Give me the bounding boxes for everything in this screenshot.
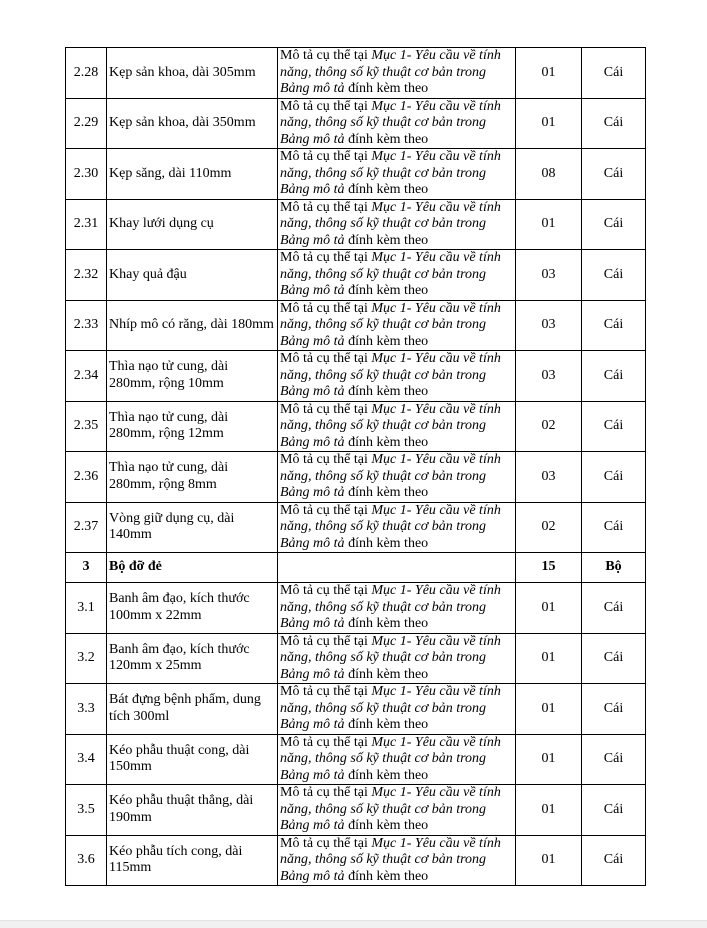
item-name: Thìa nạo tử cung, dài 280mm, rộng 10mm [107,351,278,402]
description-reference: Mục 1- Yêu cầu về tính năng, thông số kỹ thuật cơ bản trong Bảng mô tả [280,452,501,500]
description-tail: đính kèm theo [344,818,429,833]
item-name: Kẹp sản khoa, dài 350mm [107,98,278,149]
item-number: 2.34 [66,351,107,402]
description-tail: đính kèm theo [344,485,429,500]
description-lead: Mô tả cụ thể tại [280,98,372,114]
table-row [66,684,646,735]
table-body [66,48,646,886]
item-quantity: 03 [516,351,582,402]
item-description [278,48,516,99]
item-name: Vòng giữ dụng cụ, dài 140mm [107,502,278,553]
description-lead: Mô tả cụ thể tại [280,452,372,467]
item-quantity: 03 [516,250,582,301]
table-row [66,785,646,836]
description-lead: Mô tả cụ thể tại [280,785,372,800]
description-lead: Mô tả cụ thể tại [280,684,372,699]
item-quantity: 01 [516,48,582,99]
item-name: Kéo phẫu thuật thẳng, dài 190mm [107,785,278,836]
item-unit: Cái [582,300,646,351]
item-quantity: 02 [516,502,582,553]
item-number: 2.32 [66,250,107,301]
item-number: 3.6 [66,835,107,886]
item-name: Bát đựng bệnh phẩm, dung tích 300ml [107,684,278,735]
item-unit: Cái [582,684,646,735]
table-row [66,199,646,250]
item-quantity: 15 [516,553,582,583]
description-tail: đính kèm theo [344,333,429,349]
item-description [278,785,516,836]
item-name: Kẹp sản khoa, dài 305mm [107,48,278,99]
item-description [278,250,516,301]
description-tail: đính kèm theo [344,717,429,732]
item-quantity: 02 [516,401,582,452]
table-row [66,502,646,553]
description-reference: Mục 1- Yêu cầu về tính năng, thông số kỹ thuật cơ bản trong Bảng mô tả [280,199,501,248]
item-name: Kẹp săng, dài 110mm [107,149,278,200]
description-lead: Mô tả cụ thể tại [280,583,372,598]
table-row [66,583,646,634]
item-unit: Bộ [582,553,646,583]
item-description [278,684,516,735]
table-row [66,452,646,503]
description-tail: đính kèm theo [344,616,429,631]
item-unit: Cái [582,199,646,250]
description-reference: Mục 1- Yêu cầu về tính năng, thông số kỹ thuật cơ bản trong Bảng mô tả [280,98,501,147]
item-quantity: 01 [516,199,582,250]
item-unit: Cái [582,502,646,553]
description-lead: Mô tả cụ thể tại [280,149,372,164]
description-lead: Mô tả cụ thể tại [280,300,372,316]
table-row [66,351,646,402]
item-quantity: 03 [516,452,582,503]
item-number: 3.5 [66,785,107,836]
description-reference: Mục 1- Yêu cầu về tính năng, thông số kỹ thuật cơ bản trong Bảng mô tả [280,633,501,682]
description-reference: Mục 1- Yêu cầu về tính năng, thông số kỹ thuật cơ bản trong Bảng mô tả [280,734,501,783]
description-reference: Mục 1- Yêu cầu về tính năng, thông số kỹ thuật cơ bản trong Bảng mô tả [280,502,501,551]
item-description [278,452,516,503]
item-quantity: 01 [516,734,582,785]
item-name: Khay lưới dụng cụ [107,199,278,250]
table-row [66,98,646,149]
description-lead: Mô tả cụ thể tại [280,835,372,851]
item-unit: Cái [582,835,646,886]
item-number: 2.37 [66,502,107,553]
description-reference: Mục 1- Yêu cầu về tính năng, thông số kỹ thuật cơ bản trong Bảng mô tả [280,149,501,197]
description-lead: Mô tả cụ thể tại [280,734,372,750]
description-lead: Mô tả cụ thể tại [280,199,372,215]
table-row [66,250,646,301]
item-quantity: 01 [516,633,582,684]
item-description [278,835,516,886]
description-reference: Mục 1- Yêu cầu về tính năng, thông số kỹ thuật cơ bản trong Bảng mô tả [280,583,501,631]
description-tail: đính kèm theo [344,434,429,450]
description-reference: Mục 1- Yêu cầu về tính năng, thông số kỹ thuật cơ bản trong Bảng mô tả [280,684,501,732]
item-quantity: 01 [516,98,582,149]
item-number: 2.35 [66,401,107,452]
item-unit: Cái [582,401,646,452]
table-group-row [66,553,646,583]
description-reference: Mục 1- Yêu cầu về tính năng, thông số kỹ thuật cơ bản trong Bảng mô tả [280,250,501,298]
description-tail: đính kèm theo [344,666,429,682]
item-name: Banh âm đạo, kích thước 120mm x 25mm [107,633,278,684]
description-tail: đính kèm theo [344,283,429,298]
item-unit: Cái [582,98,646,149]
item-unit: Cái [582,351,646,402]
item-description [278,351,516,402]
item-unit: Cái [582,452,646,503]
equipment-spec-table [65,47,646,886]
item-quantity: 01 [516,583,582,634]
item-number: 3.4 [66,734,107,785]
item-name: Banh âm đạo, kích thước 100mm x 22mm [107,583,278,634]
item-number: 2.36 [66,452,107,503]
description-tail: đính kèm theo [344,182,429,197]
item-name: Kéo phẫu thuật cong, dài 150mm [107,734,278,785]
item-description [278,734,516,785]
item-name: Kéo phẫu tích cong, dài 115mm [107,835,278,886]
item-number: 2.31 [66,199,107,250]
item-quantity: 01 [516,785,582,836]
table-row [66,149,646,200]
description-reference: Mục 1- Yêu cầu về tính năng, thông số kỹ thuật cơ bản trong Bảng mô tả [280,785,501,833]
item-quantity: 03 [516,300,582,351]
description-lead: Mô tả cụ thể tại [280,351,372,366]
item-quantity: 08 [516,149,582,200]
item-description [278,199,516,250]
description-reference: Mục 1- Yêu cầu về tính năng, thông số kỹ thuật cơ bản trong Bảng mô tả [280,300,501,349]
item-unit: Cái [582,633,646,684]
item-description [278,553,516,583]
description-tail: đính kèm theo [344,131,429,147]
item-name: Bộ đỡ đẻ [107,553,278,583]
description-lead: Mô tả cụ thể tại [280,401,372,417]
table-row [66,300,646,351]
description-tail: đính kèm theo [344,81,429,96]
item-name: Nhíp mô có răng, dài 180mm [107,300,278,351]
description-tail: đính kèm theo [344,384,429,399]
item-unit: Cái [582,583,646,634]
description-tail: đính kèm theo [344,767,429,783]
item-number: 2.29 [66,98,107,149]
item-name: Thìa nạo tử cung, dài 280mm, rộng 12mm [107,401,278,452]
description-tail: đính kèm theo [344,535,429,551]
item-number: 2.30 [66,149,107,200]
table-row [66,401,646,452]
table-row [66,734,646,785]
description-tail: đính kèm theo [344,868,429,884]
item-number: 2.28 [66,48,107,99]
description-reference: Mục 1- Yêu cầu về tính năng, thông số kỹ thuật cơ bản trong Bảng mô tả [280,48,501,96]
item-name: Khay quả đậu [107,250,278,301]
item-description [278,401,516,452]
item-description [278,633,516,684]
table-row [66,633,646,684]
description-lead: Mô tả cụ thể tại [280,250,372,265]
item-number: 3.2 [66,633,107,684]
item-number: 3.3 [66,684,107,735]
item-description [278,98,516,149]
item-unit: Cái [582,785,646,836]
item-description [278,502,516,553]
item-quantity: 01 [516,684,582,735]
item-unit: Cái [582,48,646,99]
item-description [278,300,516,351]
description-reference: Mục 1- Yêu cầu về tính năng, thông số kỹ thuật cơ bản trong Bảng mô tả [280,401,501,450]
item-number: 3.1 [66,583,107,634]
item-quantity: 01 [516,835,582,886]
description-lead: Mô tả cụ thể tại [280,502,372,518]
description-tail: đính kèm theo [344,232,429,248]
description-lead: Mô tả cụ thể tại [280,48,372,63]
description-reference: Mục 1- Yêu cầu về tính năng, thông số kỹ thuật cơ bản trong Bảng mô tả [280,351,501,399]
table-row [66,835,646,886]
item-unit: Cái [582,734,646,785]
table-row [66,48,646,99]
item-number: 2.33 [66,300,107,351]
item-description [278,583,516,634]
description-reference: Mục 1- Yêu cầu về tính năng, thông số kỹ thuật cơ bản trong Bảng mô tả [280,835,501,884]
item-name: Thìa nạo tử cung, dài 280mm, rộng 8mm [107,452,278,503]
description-lead: Mô tả cụ thể tại [280,633,372,649]
item-unit: Cái [582,250,646,301]
item-unit: Cái [582,149,646,200]
item-description [278,149,516,200]
item-number: 3 [66,553,107,583]
